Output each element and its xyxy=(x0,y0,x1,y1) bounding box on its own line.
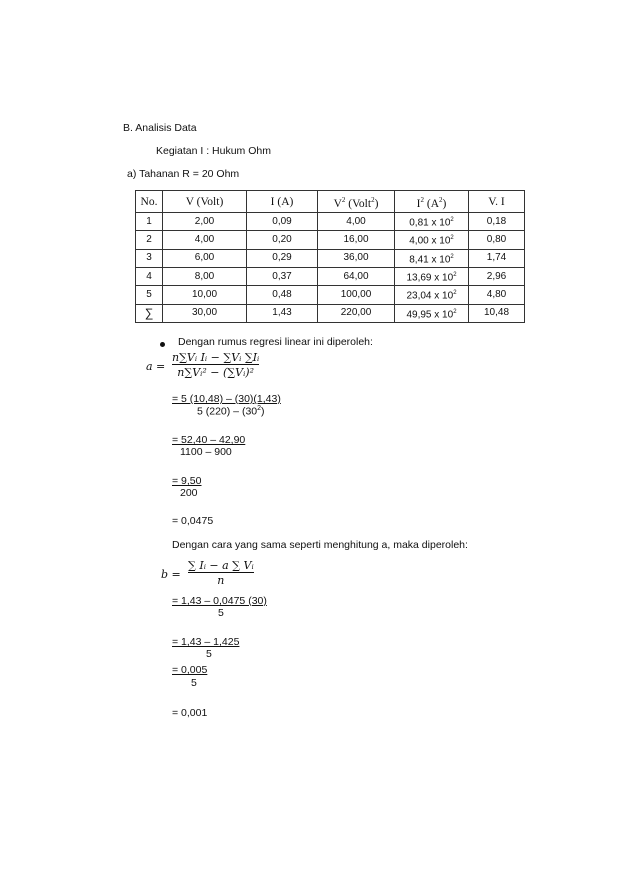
calc-a-step3-denominator: 200 xyxy=(180,487,198,499)
table-cell: 5 xyxy=(136,286,163,304)
calc-a-result: = 0,0475 xyxy=(172,515,214,527)
calc-b-step1-numerator: = 1,43 – 0,0475 (30) xyxy=(172,595,267,607)
table-cell: 36,00 xyxy=(318,249,395,267)
activity-title: Kegiatan I : Hukum Ohm xyxy=(156,145,271,157)
calc-b-result: = 0,001 xyxy=(172,707,208,719)
section-title: B. Analisis Data xyxy=(123,122,197,134)
table-cell: 8,00 xyxy=(163,267,247,285)
table-cell: 4,00 xyxy=(163,231,247,249)
table-cell: 8,41 x $10^2$ xyxy=(395,249,469,267)
table-cell: 4,80 xyxy=(469,286,525,304)
table-cell: 13,69 x $10^2$ xyxy=(395,267,469,285)
calc-a-step2-numerator: = 52,40 – 42,90 xyxy=(172,434,246,446)
table-row xyxy=(136,286,525,304)
formula-a-lhs: a = xyxy=(146,360,166,373)
bullet-text: Dengan rumus regresi linear ini diperoleh: xyxy=(178,336,373,348)
formula-b-numerator: ∑ Iᵢ − a ∑ Vᵢ xyxy=(188,559,254,572)
table-header-row xyxy=(136,191,525,213)
col-header-voltage-squared: $V^2$ (Volt$^2$) xyxy=(318,191,395,213)
formula-b xyxy=(188,559,254,587)
formula-a-numerator: n∑Vᵢ Iᵢ − ∑Vᵢ ∑Iᵢ xyxy=(172,351,260,364)
table-cell: 220,00 xyxy=(318,304,395,322)
col-header-no: No. xyxy=(136,191,163,213)
table-row xyxy=(136,267,525,285)
table-cell: 0,29 xyxy=(247,249,318,267)
table-cell: 23,04 x $10^2$ xyxy=(395,286,469,304)
calc-a-step2-denominator: 1100 – 900 xyxy=(180,446,232,458)
table-row xyxy=(136,249,525,267)
table-cell: 100,00 xyxy=(318,286,395,304)
table-cell: ∑ xyxy=(136,304,163,322)
same-way-text: Dengan cara yang sama seperti menghitung a, maka diperoleh: xyxy=(172,539,468,551)
table-cell: 0,20 xyxy=(247,231,318,249)
table-cell: 2,00 xyxy=(163,213,247,231)
col-header-current: I (A) xyxy=(247,191,318,213)
formula-b-lhs: b = xyxy=(161,568,181,581)
table-cell: 1,43 xyxy=(247,304,318,322)
table-cell: 30,00 xyxy=(163,304,247,322)
ohm-data-table xyxy=(135,190,525,323)
table-cell: 4,00 x $10^2$ xyxy=(395,231,469,249)
table-cell: 10,00 xyxy=(163,286,247,304)
calc-b-step1-denominator: 5 xyxy=(218,607,224,619)
table-cell: 10,48 xyxy=(469,304,525,322)
formula-a xyxy=(172,351,259,379)
table-row xyxy=(136,231,525,249)
formula-b-denominator: n xyxy=(188,572,254,587)
table-cell: 0,80 xyxy=(469,231,525,249)
col-header-current-squared: $I^2$ $(A^2)$ xyxy=(395,191,469,213)
table-cell: 2,96 xyxy=(469,267,525,285)
table-cell: 2 xyxy=(136,231,163,249)
calc-b-step3-numerator: = 0,005 xyxy=(172,664,208,676)
table-cell: 64,00 xyxy=(318,267,395,285)
subsection-title: a) Tahanan R = 20 Ohm xyxy=(127,168,240,180)
table-cell: 1,74 xyxy=(469,249,525,267)
table-cell: 0,48 xyxy=(247,286,318,304)
bullet-icon xyxy=(160,342,165,347)
calc-a-step1-numerator: = 5 (10,48) – (30)(1,43) xyxy=(172,393,281,405)
table-cell: 0,81 x $10^2$ xyxy=(395,213,469,231)
table-cell: 4,00 xyxy=(318,213,395,231)
table-row xyxy=(136,304,525,322)
table-cell: 1 xyxy=(136,213,163,231)
calc-a-step3-numerator: = 9,50 xyxy=(172,475,202,487)
table-cell: 0,09 xyxy=(247,213,318,231)
table-cell: 6,00 xyxy=(163,249,247,267)
table-cell: 0,18 xyxy=(469,213,525,231)
calc-a-step1-denominator: 5 $(220) - (30^2)$ xyxy=(197,405,265,418)
calc-b-step3-denominator: 5 xyxy=(191,677,197,689)
calc-b-step2-numerator: = 1,43 – 1,425 xyxy=(172,636,240,648)
formula-a-denominator: n∑Vᵢ² − (∑Vᵢ)² xyxy=(172,364,259,379)
table-row xyxy=(136,213,525,231)
table-cell: 0,37 xyxy=(247,267,318,285)
table-cell: 3 xyxy=(136,249,163,267)
table-cell: 49,95 x $10^2$ xyxy=(395,304,469,322)
calc-b-step2-denominator: 5 xyxy=(206,648,212,660)
col-header-voltage: V (Volt) xyxy=(163,191,247,213)
col-header-power: V. I xyxy=(469,191,525,213)
table-cell: 4 xyxy=(136,267,163,285)
table-cell: 16,00 xyxy=(318,231,395,249)
